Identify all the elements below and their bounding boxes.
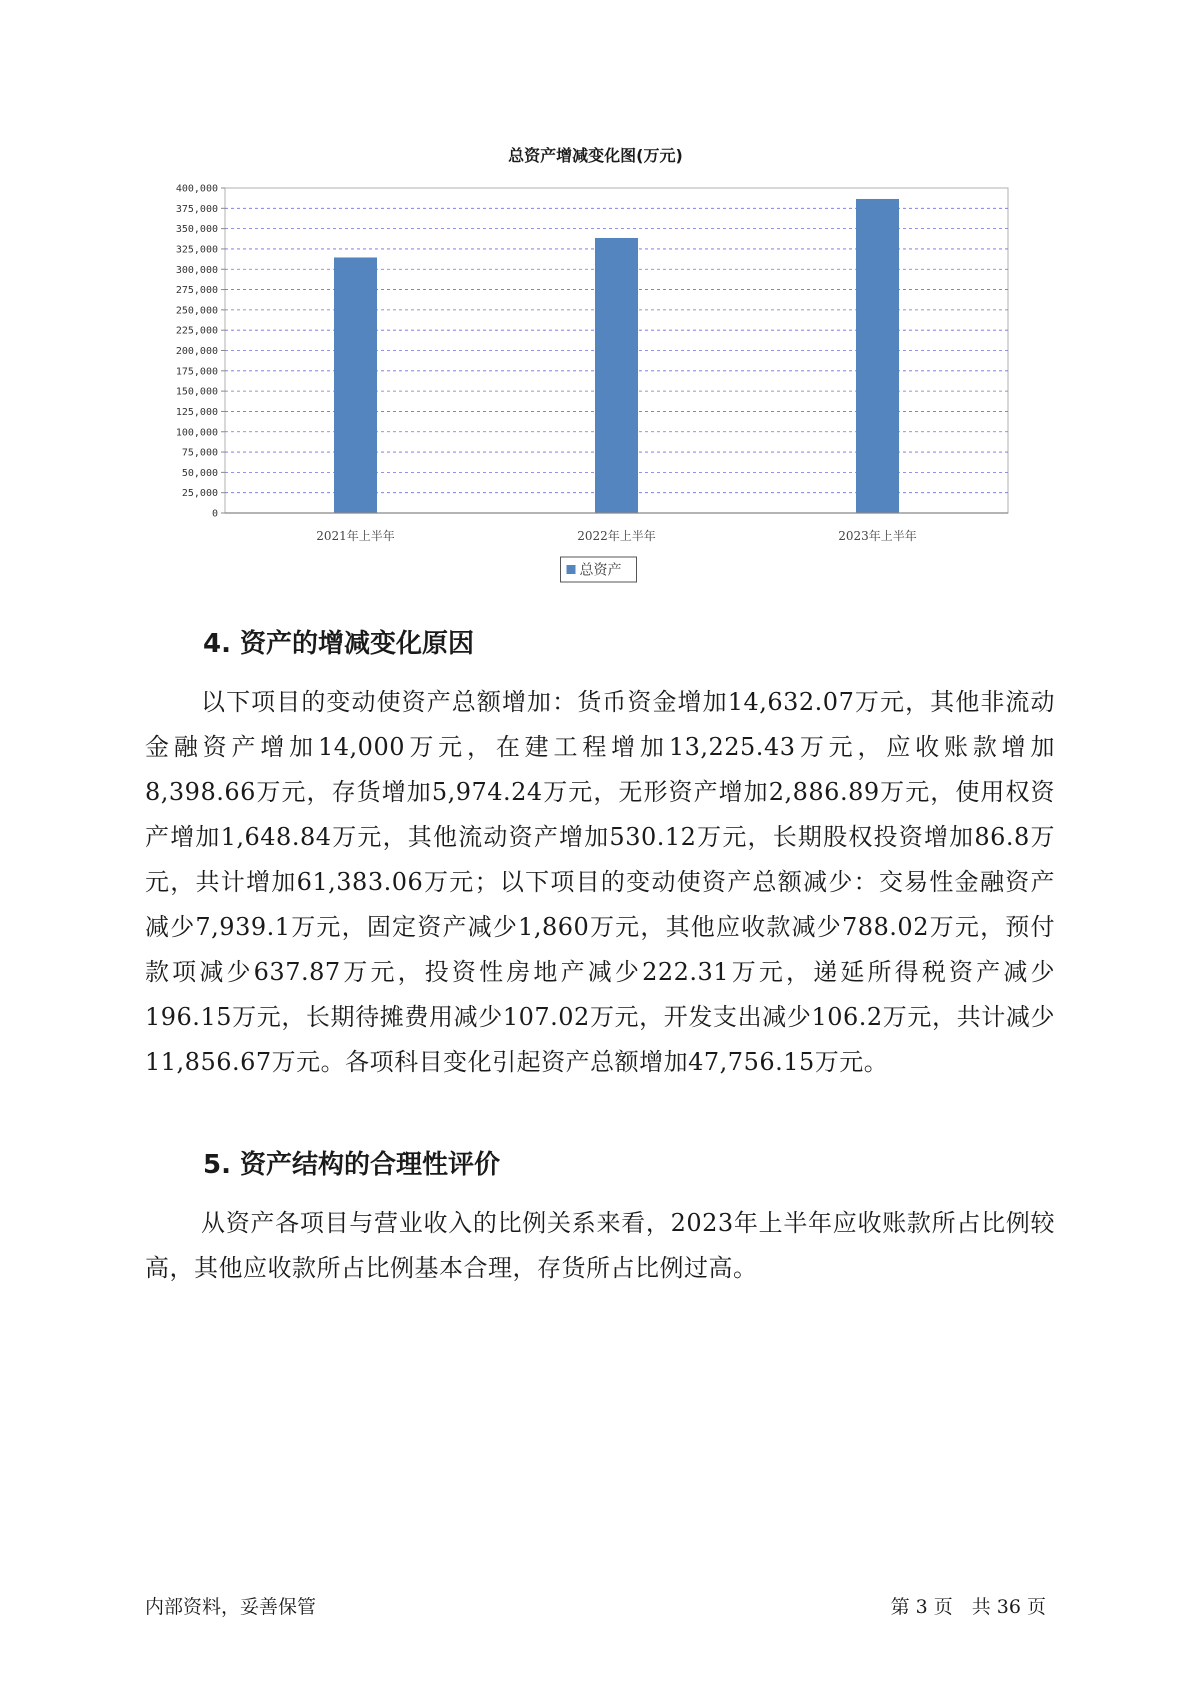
footer-confidential-note: 内部资料，妥善保管 (145, 1596, 317, 1618)
legend-label: 总资产 (579, 562, 622, 579)
bar (856, 199, 899, 513)
y-tick-label: 150,000 (175, 386, 218, 398)
y-tick-label: 400,000 (175, 183, 218, 195)
y-tick-label: 100,000 (175, 427, 218, 439)
y-tick-label: 50,000 (181, 467, 218, 479)
y-tick-label: 250,000 (175, 305, 218, 317)
y-tick-label: 275,000 (175, 285, 218, 297)
y-tick-label: 300,000 (175, 264, 218, 276)
bar (595, 238, 638, 513)
section-heading-5: 5. 资产结构的合理性评价 (203, 1150, 501, 1180)
chart-title: 总资产增减变化图(万元) (508, 146, 683, 165)
y-tick-label: 175,000 (175, 366, 218, 378)
x-tick-label: 2022年上半年 (577, 529, 656, 543)
x-tick-label: 2023年上半年 (838, 529, 917, 543)
legend-swatch (567, 565, 576, 574)
bar (334, 257, 377, 513)
y-tick-label: 325,000 (175, 244, 218, 256)
y-tick-label: 125,000 (175, 406, 218, 418)
y-tick-label: 0 (211, 508, 218, 520)
section-heading-4: 4. 资产的增减变化原因 (203, 629, 475, 659)
footer-page-number: 第 3 页 共 36 页 (890, 1596, 1046, 1618)
section-body-4: 以下项目的变动使资产总额增加：货币资金增加14,632.07万元，其他非流动金融资产增加14,000万元，在建工程增加13,225.43万元，应收账款增加8,398.66万元，存货增加5,974.24万元，无形资产增加2,886.89万元，使用权资产增加1,648.84万元，其他流动资产增加530.12万元，长期股权投资增加86.8万元，共计增加61,383.06万元；以下项目的变动使资产总额减少：交易性金融资产减少7,939.1万元，固定资产减少1,860万元，其他应收款减少788.02万元，预付款项减少637.87万元，投资性房地产减少222.31万元，递延所得税资产减少196.15万元，长期待摊费用减少107.02万元，开发支出减少106.2万元，共计减少11,856.67万元。各项科目变化引起资产总额增加47,756.15万元。 (145, 688, 1055, 1076)
y-tick-label: 75,000 (181, 447, 218, 459)
y-tick-label: 375,000 (175, 203, 218, 215)
total-assets-bar-chart (0, 0, 1191, 600)
y-tick-label: 200,000 (175, 346, 218, 357)
y-tick-label: 350,000 (175, 224, 218, 236)
y-tick-label: 25,000 (181, 488, 218, 500)
y-tick-label: 225,000 (175, 325, 218, 337)
x-tick-label: 2021年上半年 (316, 529, 395, 543)
section-body-5: 从资产各项目与营业收入的比例关系来看，2023年上半年应收账款所占比例较高，其他应收款所占比例基本合理，存货所占比例过高。 (145, 1209, 1055, 1282)
